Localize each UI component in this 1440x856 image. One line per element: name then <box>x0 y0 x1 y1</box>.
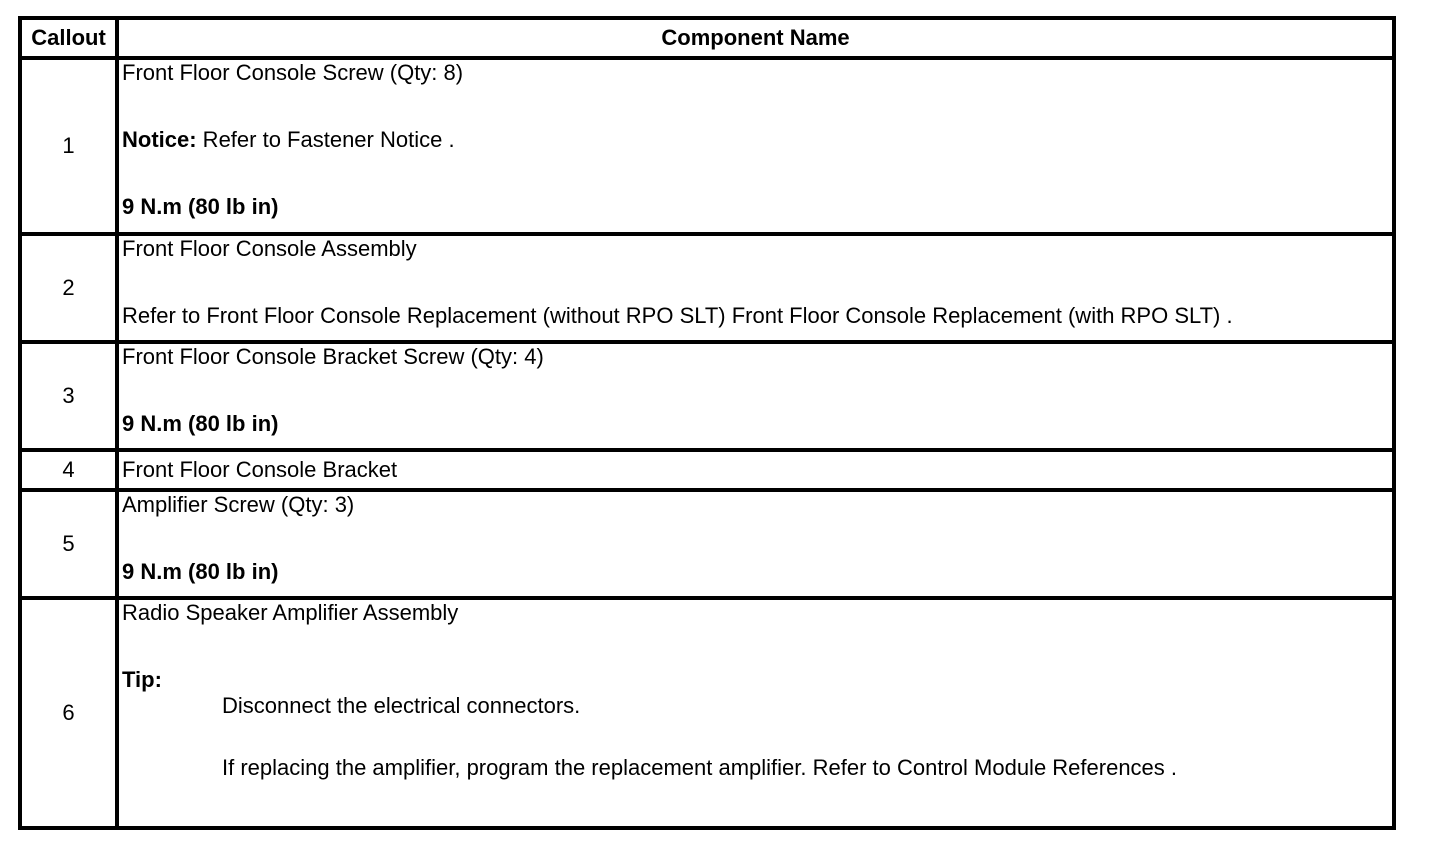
component-cell <box>117 234 1394 342</box>
reference-text: Refer to Front Floor Console Replacement (without RPO SLT) Front Floor Console Replacement (with RPO SLT) . <box>122 303 1233 328</box>
component-name: Amplifier Screw (Qty: 3) <box>122 492 355 517</box>
table-row <box>20 450 1394 490</box>
table-row <box>20 490 1394 598</box>
tip-item: If replacing the amplifier, program the replacement amplifier. Refer to Control Module References . <box>222 755 1178 780</box>
component-cell <box>117 342 1394 450</box>
callout-number: 6 <box>20 598 117 828</box>
component-name: Front Floor Console Bracket Screw (Qty: 4) <box>122 344 544 369</box>
header-callout: Callout <box>20 18 117 58</box>
table-row <box>20 342 1394 450</box>
tip-item: Disconnect the electrical connectors. <box>222 693 581 718</box>
component-cell <box>117 490 1394 598</box>
component-cell <box>117 450 1394 490</box>
notice-text: Refer to Fastener Notice . <box>196 127 455 152</box>
notice <box>122 127 1392 153</box>
table-row <box>20 234 1394 342</box>
component-cell <box>117 598 1394 828</box>
notice-label: Notice: <box>122 127 197 152</box>
tip-label: Tip: <box>122 667 162 692</box>
table-header-row <box>20 18 1394 58</box>
torque-spec: 9 N.m (80 lb in) <box>122 194 279 219</box>
component-name: Front Floor Console Assembly <box>122 236 417 261</box>
header-component-name: Component Name <box>117 18 1394 58</box>
torque-spec: 9 N.m (80 lb in) <box>122 411 279 436</box>
callout-number: 1 <box>20 58 117 234</box>
callout-number: 3 <box>20 342 117 450</box>
table-row <box>20 58 1394 234</box>
component-name: Radio Speaker Amplifier Assembly <box>122 600 459 625</box>
callout-number: 2 <box>20 234 117 342</box>
callout-number: 5 <box>20 490 117 598</box>
component-name: Front Floor Console Bracket <box>122 457 398 482</box>
table-row <box>20 598 1394 828</box>
component-table <box>18 16 1396 830</box>
torque-spec: 9 N.m (80 lb in) <box>122 559 279 584</box>
component-name: Front Floor Console Screw (Qty: 8) <box>122 60 464 85</box>
component-cell <box>117 58 1394 234</box>
callout-number: 4 <box>20 450 117 490</box>
